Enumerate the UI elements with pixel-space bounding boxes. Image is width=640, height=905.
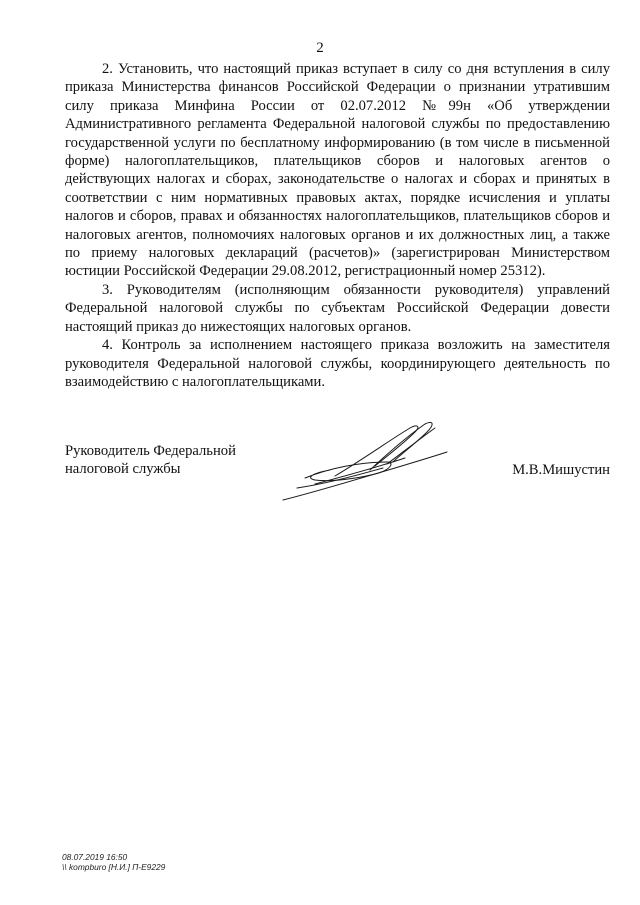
signer-title-line-1: Руководитель Федеральной [65, 443, 236, 459]
signer-title-line-2: налоговой службы [65, 461, 181, 478]
page-number: 2 [316, 40, 324, 56]
handwritten-signature [275, 418, 450, 508]
signer-title [65, 442, 236, 479]
paragraph-4: 4. Контроль за исполнением настоящего приказа возложить на заместителя руководителя Федеральной налоговой службы, координирующего деятельность по взаимодействию с налогоплательщиками. [65, 337, 610, 390]
footer-date: 08.07.2019 16:50 [62, 852, 128, 862]
signer-name: М.В.Мишустин [512, 462, 610, 478]
order-body [65, 60, 610, 391]
paragraph-2: 2. Установить, что настоящий приказ вступает в силу со дня вступления в силу приказа Министерства финансов Российской Федерации о признании утратившим силу приказа Минфина России от 02.07.2012 №99н «Об утверждении Административного регламента Федеральной налоговой службы по предоставлению государственной услуги по бесплатному информированию (в том числе в письменной форме) налогоплательщиков, плательщиков сборов и налоговых агентов о действующих налогах и сборах, законодательстве о налогах и сборах и принятых в соответствии с ним нормативных правовых актах, порядке исчисления и уплаты налогов и сборов, правах и обязанностях налогоплательщиков, плательщиков сборов и налоговых агентов, полномочиях налоговых органов и их должностных лиц, а также по приему налоговых деклараций (расчетов)» (зарегистрирован Министерством юстиции Российской Федерации 29.08.2012, регистрационный номер 25312). [65, 61, 610, 280]
document-footer [62, 852, 165, 872]
paragraph-3: 3. Руководителям (исполняющим обязанности руководителя) управлений Федеральной налоговой службы по субъектам Российской Федерации довести настоящий приказ до нижестоящих налоговых органов. [65, 281, 610, 335]
footer-path: \\ kompburo [Н.И.] П-Е9229 [62, 862, 166, 872]
